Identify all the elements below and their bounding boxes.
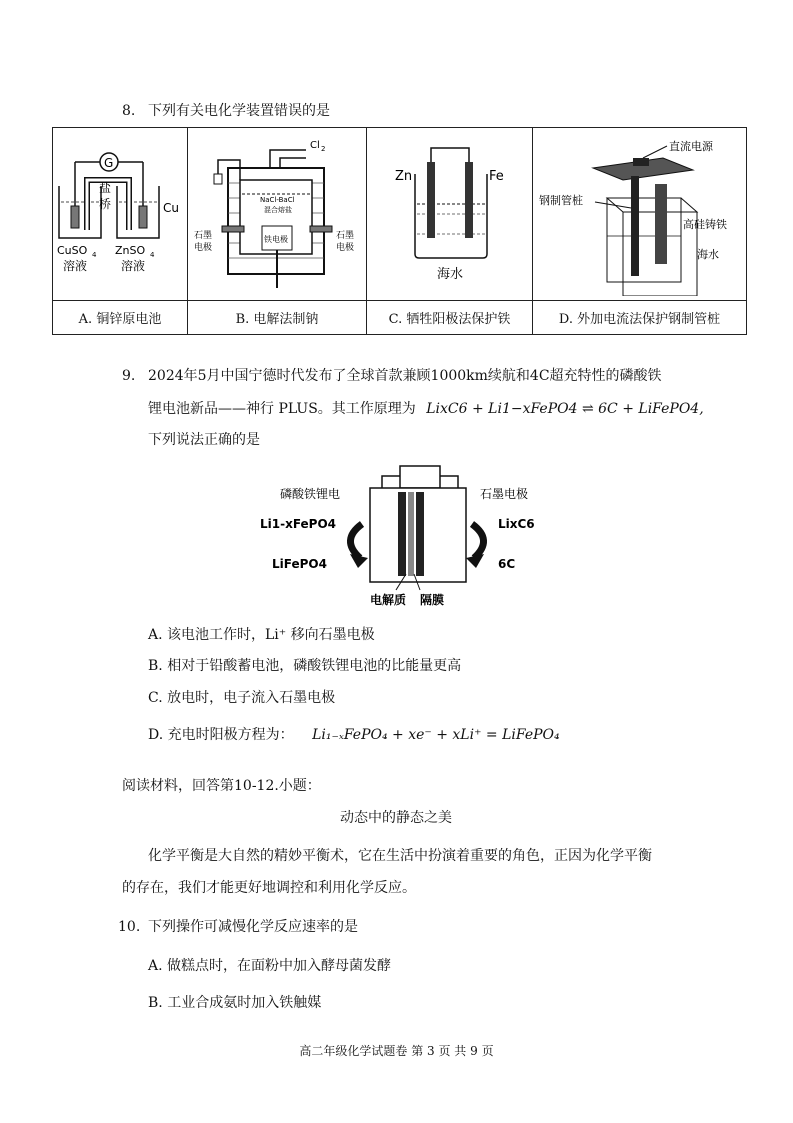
znso4-label: ZnSO xyxy=(115,244,146,257)
salt-bridge-label-1: 盐 xyxy=(99,181,112,195)
q9-option-c: C. 放电时，电子流入石墨电极 xyxy=(148,690,336,706)
option-b-caption: B. 电解法制钠 xyxy=(188,301,367,335)
q10-number: 10. xyxy=(118,919,141,935)
q9-option-d xyxy=(148,725,560,745)
fe-label: Fe xyxy=(489,169,504,184)
mixture-label-1: NaCl-BaCl xyxy=(260,196,295,204)
figure-c-sacrificial-anode xyxy=(367,128,532,296)
graphite-right-label-2: 电极 xyxy=(336,243,355,253)
znso4-sub: 4 xyxy=(150,251,155,259)
graphite-electrode-label: 石墨电极 xyxy=(480,487,529,501)
cuso4-solution: 溶液 xyxy=(63,259,88,273)
6c-label: 6C xyxy=(498,557,516,571)
q9-line1: 2024年5月中国宁德时代发布了全球首款兼顾1000km续航和4C超充特性的磷酸铁 xyxy=(148,368,662,384)
q9-option-d-prefix: D. 充电时阳极方程为： xyxy=(148,727,294,743)
figure-c-cell xyxy=(367,128,533,301)
figure-d-impressed-current xyxy=(533,128,746,296)
cl2-label: Cl xyxy=(310,140,320,151)
figure-b-cell xyxy=(188,128,367,301)
q9-battery-diagram xyxy=(250,462,550,610)
option-c-caption: C. 牺牲阳极法保护铁 xyxy=(367,301,533,335)
li1-xfepo4-label: Li1-xFePO4 xyxy=(260,517,337,531)
reading-intro: 阅读材料，回答第10-12.小题： xyxy=(122,778,321,794)
option-d-caption: D. 外加电流法保护钢制管桩 xyxy=(533,301,747,335)
reading-para-line1: 化学平衡是大自然的精妙平衡术，它在生活中扮演着重要的角色，正因为化学平衡 xyxy=(148,848,652,864)
reading-para-line2: 的存在，我们才能更好地调控和利用化学反应。 xyxy=(122,880,416,896)
graphite-left-label-1: 石墨 xyxy=(194,231,213,241)
lifepo4-label: LiFePO4 xyxy=(272,557,327,571)
q9-number: 9. xyxy=(122,368,136,384)
separator-label: 隔膜 xyxy=(420,593,445,607)
figure-b-electrolysis-sodium xyxy=(188,128,366,296)
q8-number: 8. xyxy=(122,103,136,119)
q9-equation: LixC6 + Li1−xFePO4 ⇌ 6C + LiFePO4, xyxy=(426,401,704,417)
mixture-label-2: 混合熔盐 xyxy=(264,206,292,214)
reading-title: 动态中的静态之美 xyxy=(340,810,452,826)
q10-stem: 下列操作可减慢化学反应速率的是 xyxy=(148,919,358,935)
page-footer: 高二年级化学试题卷 第 3 页 共 9 页 xyxy=(299,1044,494,1058)
graphite-right-label-1: 石墨 xyxy=(336,231,355,241)
graphite-left-label-2: 电极 xyxy=(194,243,213,253)
q9-line2-text: 锂电池新品——神行 PLUS。其工作原理为 xyxy=(148,401,416,417)
znso4-solution: 溶液 xyxy=(121,259,146,273)
figure-d-cell xyxy=(533,128,747,301)
q9-option-a: A. 该电池工作时，Li⁺ 移向石墨电极 xyxy=(148,627,375,643)
q8-stem: 下列有关电化学装置错误的是 xyxy=(148,103,330,119)
zn-label: Zn xyxy=(395,169,413,184)
cuso4-sub: 4 xyxy=(92,251,97,259)
figure-a-cell xyxy=(53,128,188,301)
lixc6-label: LixC6 xyxy=(498,517,535,531)
cuso4-label: CuSO xyxy=(57,244,88,257)
high-silicon-iron-label: 高硅铸铁 xyxy=(683,218,727,231)
option-a-caption: A. 铜锌原电池 xyxy=(53,301,188,335)
q8-figure-table xyxy=(52,127,747,335)
q9-option-d-equation: Li₁₋ₓFePO₄ + xe⁻ + xLi⁺ = LiFePO₄ xyxy=(312,727,560,743)
q10-option-b: B. 工业合成氨时加入铁触媒 xyxy=(148,995,322,1011)
q9-option-b: B. 相对于铅酸蓄电池，磷酸铁锂电池的比能量更高 xyxy=(148,658,462,674)
figure-a-zinc-copper-cell xyxy=(53,128,187,296)
galvanometer-label: G xyxy=(104,156,114,170)
iron-electrode-label: 铁电极 xyxy=(264,235,288,244)
dc-source-label: 直流电源 xyxy=(669,140,713,153)
electrolyte-label: 电解质 xyxy=(370,593,407,607)
lfp-electrode-label: 磷酸铁锂电 xyxy=(280,487,341,501)
seawater-d-label: 海水 xyxy=(697,248,719,261)
steel-pile-label: 钢制管桩 xyxy=(539,194,583,207)
cl2-sub: 2 xyxy=(321,145,326,153)
q9-line3: 下列说法正确的是 xyxy=(148,432,260,448)
q9-line2 xyxy=(148,399,704,419)
q10-option-a: A. 做糕点时，在面粉中加入酵母菌发酵 xyxy=(148,958,392,974)
salt-bridge-label-2: 桥 xyxy=(99,197,112,211)
cu-label: Cu xyxy=(163,201,179,215)
seawater-label: 海水 xyxy=(437,267,464,282)
